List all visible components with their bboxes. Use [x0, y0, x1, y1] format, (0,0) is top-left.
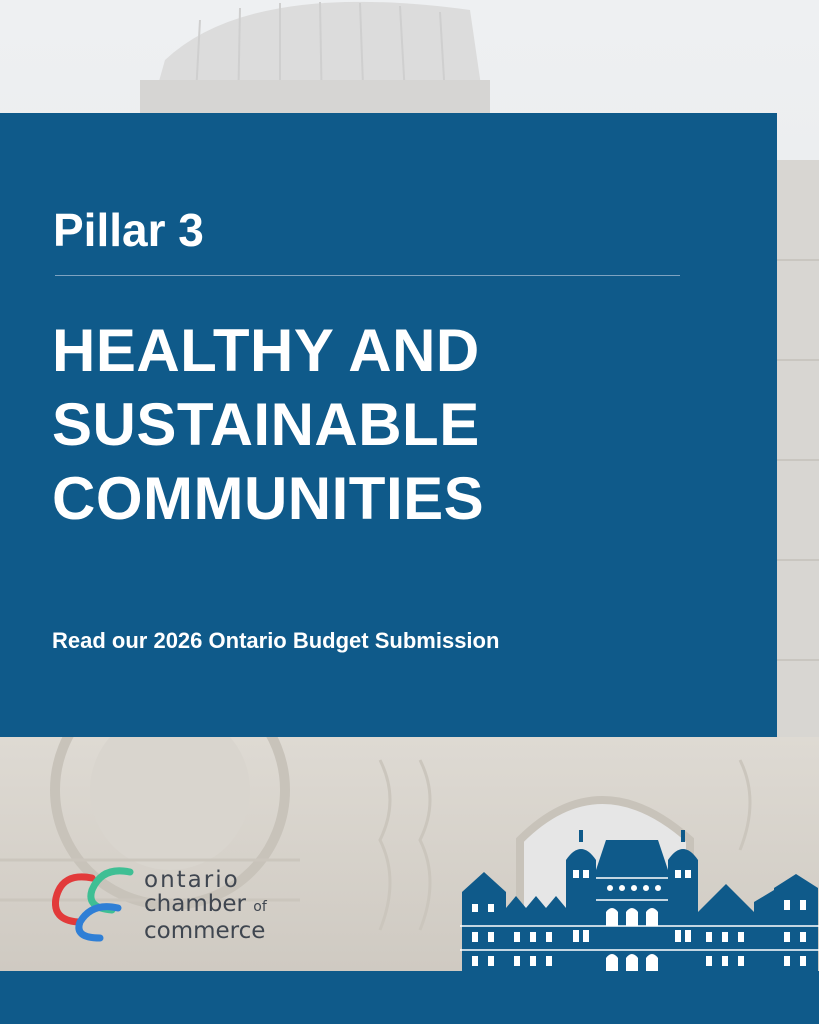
budget-submission-link[interactable]: Read our 2026 Ontario Budget Submission	[52, 628, 500, 653]
logo-line-commerce: commerce	[144, 918, 266, 944]
logo-word-of: of	[253, 899, 267, 915]
legislature-skyline-icon	[460, 830, 819, 972]
logo-line-chamber	[144, 892, 267, 919]
logo-wordmark	[144, 868, 267, 943]
chamber-rings-icon	[52, 864, 138, 942]
headline	[52, 314, 752, 536]
logo-line-ontario: ontario	[144, 867, 240, 893]
logo-word-chamber: chamber	[144, 891, 246, 917]
footer-band	[0, 971, 819, 1024]
headline-line: SUSTAINABLE	[52, 391, 480, 458]
headline-line: COMMUNITIES	[52, 465, 485, 532]
ontario-chamber-logo	[52, 864, 292, 944]
headline-line: HEALTHY AND	[52, 317, 480, 384]
panel-divider	[55, 275, 680, 276]
pillar-label: Pillar 3	[53, 204, 204, 256]
